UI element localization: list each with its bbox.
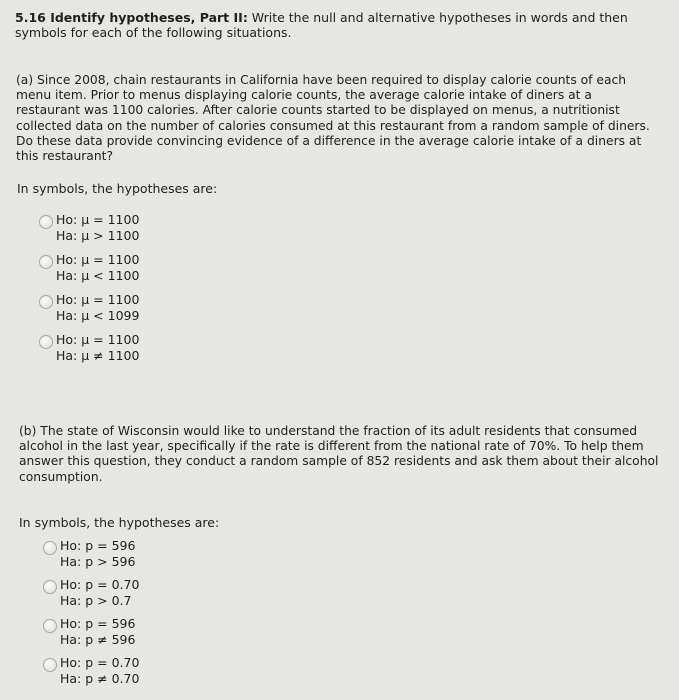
radio-button[interactable] bbox=[39, 295, 53, 309]
alternative-hypothesis: Ha: μ > 1100 bbox=[56, 227, 140, 243]
alternative-hypothesis: Ha: p ≠ 596 bbox=[60, 631, 136, 647]
alternative-hypothesis: Ha: p > 0.7 bbox=[60, 592, 132, 608]
problem-instructions: Write the null and alternative hypotheses in words and then symbols for each of the following situations. bbox=[15, 10, 628, 40]
part-a-text: (a) Since 2008, chain restaurants in California have been required to display calorie counts of each menu item. Prior to menus displaying calorie counts, the average calorie intake of diners at a restaurant was 1100 calories. After calorie counts started to be displayed on menus, a nutritionist collected data on the number of calories consumed at this restaurant from a random sample of diners. Do these data provide convincing evidence of a difference in the average calorie intake of a diners at this restaurant? bbox=[16, 73, 650, 164]
alternative-hypothesis: Ha: μ ≠ 1100 bbox=[56, 347, 140, 363]
radio-button[interactable] bbox=[43, 541, 57, 555]
null-hypothesis: Ho: μ = 1100 bbox=[56, 292, 140, 307]
alternative-hypothesis: Ha: μ < 1099 bbox=[56, 307, 140, 323]
alternative-hypothesis: Ha: p ≠ 0.70 bbox=[60, 670, 140, 686]
radio-button[interactable] bbox=[43, 580, 57, 594]
radio-button[interactable] bbox=[39, 335, 53, 349]
null-hypothesis: Ho: μ = 1100 bbox=[56, 332, 140, 347]
alternative-hypothesis: Ha: μ < 1100 bbox=[56, 267, 140, 283]
radio-button[interactable] bbox=[43, 658, 57, 672]
null-hypothesis: Ho: p = 0.70 bbox=[60, 655, 140, 670]
null-hypothesis: Ho: μ = 1100 bbox=[56, 212, 140, 227]
radio-button[interactable] bbox=[43, 619, 57, 633]
null-hypothesis: Ho: μ = 1100 bbox=[56, 252, 140, 267]
problem-header bbox=[15, 10, 665, 40]
problem-title: 5.16 Identify hypotheses, Part II: bbox=[15, 10, 248, 25]
null-hypothesis: Ho: p = 596 bbox=[60, 616, 136, 631]
radio-button[interactable] bbox=[39, 215, 53, 229]
radio-button[interactable] bbox=[39, 255, 53, 269]
null-hypothesis: Ho: p = 0.70 bbox=[60, 577, 140, 592]
part-b-text: (b) The state of Wisconsin would like to understand the fraction of its adult residents that consumed alcohol in the last year, specifically if the rate is different from the national rate of 70%. To help them answer this question, they conduct a random sample of 852 residents and ask them about their alcohol consumption. bbox=[19, 424, 659, 484]
part-b-prompt: In symbols, the hypotheses are: bbox=[19, 515, 220, 530]
part-a-prompt: In symbols, the hypotheses are: bbox=[17, 181, 218, 196]
alternative-hypothesis: Ha: p > 596 bbox=[60, 553, 136, 569]
null-hypothesis: Ho: p = 596 bbox=[60, 538, 136, 553]
